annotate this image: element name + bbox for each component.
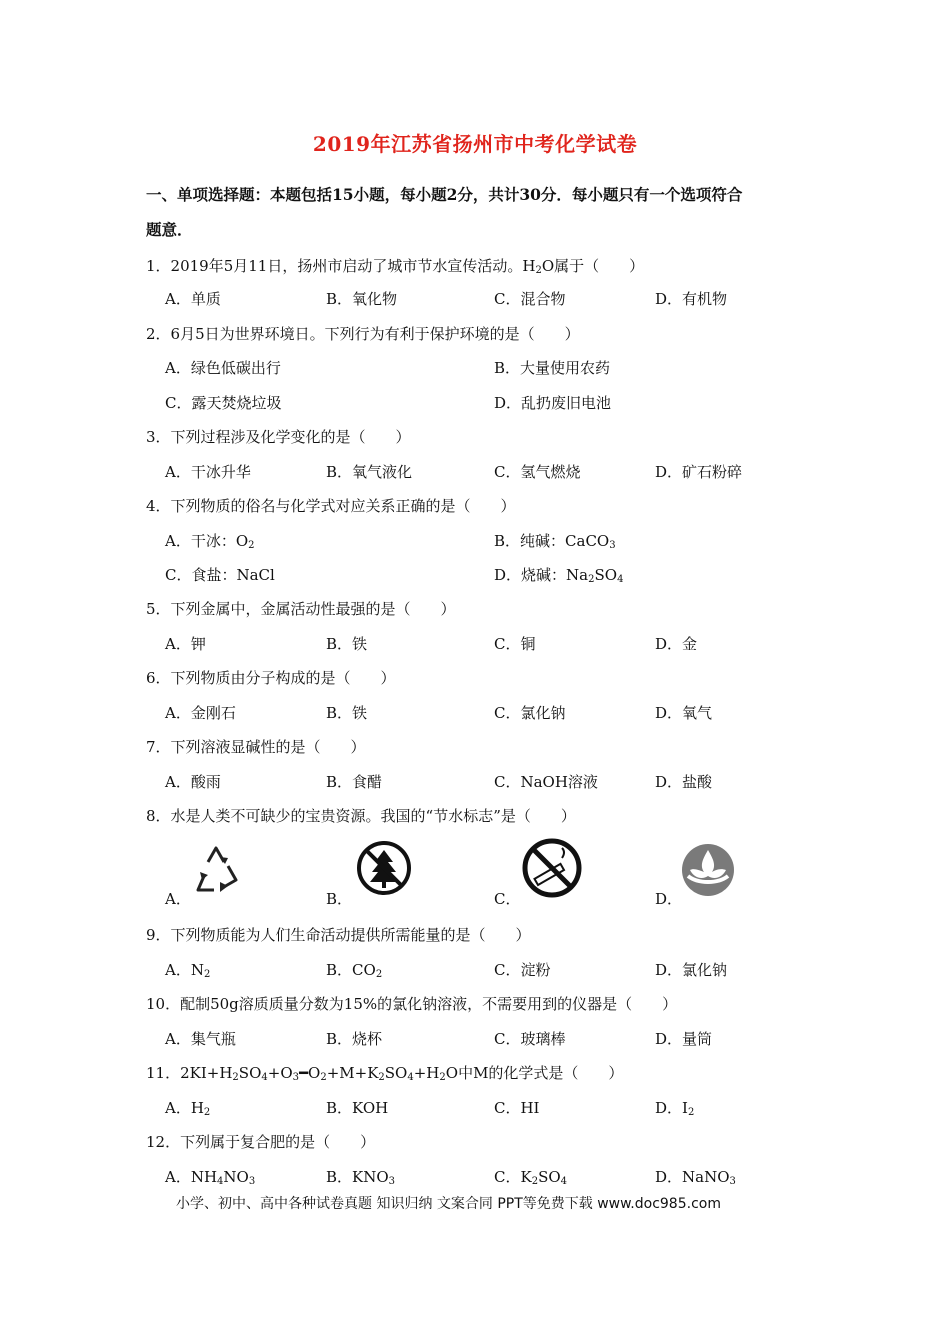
q2-option-a: A．绿色低碳出行 <box>165 359 281 377</box>
question-6-stem: 6．下列物质由分子构成的是（ ） <box>146 669 396 687</box>
q8-option-a: A． <box>165 890 191 908</box>
q4-option-d: D．烧碱：$Na_2SO_4$ <box>494 566 624 585</box>
q4-option-a: A．干冰：$O_2$ <box>165 532 255 551</box>
q3-option-d: D．矿石粉碎 <box>655 463 743 481</box>
q1-option-b: B．氧化物 <box>326 290 398 308</box>
q5-option-d: D．金 <box>655 635 698 653</box>
q4-option-c: C．食盐：NaCl <box>165 566 275 584</box>
recycle-icon <box>188 842 244 896</box>
q6-option-a: A．金刚石 <box>165 704 236 722</box>
exam-title: 2019年江苏省扬州市中考化学试卷 <box>312 132 638 156</box>
question-11-stem: 11．$2KI+H_2SO_4+O_3━O_2+M+K_2SO_4+H_2O$中M的化学式是（ ） <box>146 1064 624 1083</box>
question-9-stem: 9．下列物质能为人们生命活动提供所需能量的是（ ） <box>146 926 531 944</box>
q12-option-d: D．NaNO$_3$ <box>655 1168 736 1187</box>
q1-option-a: A．单质 <box>165 290 221 308</box>
q1-option-c: C．混合物 <box>494 290 566 308</box>
q5-option-a: A．钾 <box>165 635 206 653</box>
water-saving-icon <box>680 842 736 898</box>
q2-option-d: D．乱扔废旧电池 <box>494 394 612 412</box>
q9-option-a: A．$N_2$ <box>165 961 211 980</box>
q5-option-c: C．铜 <box>494 635 536 653</box>
question-5-stem: 5．下列金属中，金属活动性最强的是（ ） <box>146 600 456 618</box>
q8-option-c: C． <box>494 890 521 908</box>
q1-option-d: D．有机物 <box>655 290 728 308</box>
q11-option-c: C．HI <box>494 1099 540 1117</box>
q7-option-c: C．NaOH溶液 <box>494 773 598 791</box>
question-1-stem: 1．2019年5月11日，扬州市启动了城市节水宣传活动。$H_2O$属于（ ） <box>146 257 645 276</box>
question-10-stem: 10．配制50g溶质质量分数为15%的氯化钠溶液，不需要用到的仪器是（ ） <box>146 995 678 1013</box>
section-heading-line2: 题意． <box>146 220 193 239</box>
q7-option-d: D．盐酸 <box>655 773 713 791</box>
q11-option-b: B．KOH <box>326 1099 389 1117</box>
no-deforestation-icon <box>356 840 412 896</box>
q10-option-c: C．玻璃棒 <box>494 1030 566 1048</box>
q9-option-b: B．$CO_2$ <box>326 961 383 980</box>
q5-option-b: B．铁 <box>326 635 368 653</box>
q7-option-a: A．酸雨 <box>165 773 221 791</box>
q7-option-b: B．食醋 <box>326 773 383 791</box>
q3-option-a: A．干冰升华 <box>165 463 251 481</box>
q6-option-c: C．氯化钠 <box>494 704 566 722</box>
q12-option-a: A．$NH_4NO_3$ <box>165 1168 256 1187</box>
q12-option-c: C．$K_2SO_4$ <box>494 1168 568 1187</box>
q10-option-d: D．量筒 <box>655 1030 713 1048</box>
question-12-stem: 12．下列属于复合肥的是（ ） <box>146 1133 376 1151</box>
q2-option-b: B．大量使用农药 <box>494 359 611 377</box>
q3-option-b: B．氧气液化 <box>326 463 413 481</box>
q8-option-d: D． <box>655 890 683 908</box>
q11-option-d: D．$I_2$ <box>655 1099 695 1118</box>
q6-option-d: D．氧气 <box>655 704 713 722</box>
q11-option-a: A．$H_2$ <box>165 1099 211 1118</box>
q4-option-b: B．纯碱：CaCO$_3$ <box>494 532 616 551</box>
section-heading-line1: 一、单项选择题：本题包括15小题，每小题2分，共计30分．每小题只有一个选项符合 <box>146 185 743 204</box>
q10-option-a: A．集气瓶 <box>165 1030 236 1048</box>
q10-option-b: B．烧杯 <box>326 1030 383 1048</box>
question-8-stem: 8．水是人类不可缺少的宝贵资源。我国的“节水标志”是（ ） <box>146 807 576 825</box>
q6-option-b: B．铁 <box>326 704 368 722</box>
question-3-stem: 3．下列过程涉及化学变化的是（ ） <box>146 428 411 446</box>
no-smoking-icon <box>522 838 582 898</box>
footer-note: 小学、初中、高中各种试卷真题 知识归纳 文案合同 PPT等免费下载 www.doc985.com <box>176 1196 721 1212</box>
q3-option-c: C．氢气燃烧 <box>494 463 581 481</box>
q8-option-b: B． <box>326 890 353 908</box>
question-4-stem: 4．下列物质的俗名与化学式对应关系正确的是（ ） <box>146 497 516 515</box>
q2-option-c: C．露天焚烧垃圾 <box>165 394 282 412</box>
q12-option-b: B．$KNO_3$ <box>326 1168 396 1187</box>
question-7-stem: 7．下列溶液显碱性的是（ ） <box>146 738 366 756</box>
question-2-stem: 2．6月5日为世界环境日。下列行为有利于保护环境的是（ ） <box>146 325 580 343</box>
q9-option-d: D．氯化钠 <box>655 961 728 979</box>
q9-option-c: C．淀粉 <box>494 961 551 979</box>
